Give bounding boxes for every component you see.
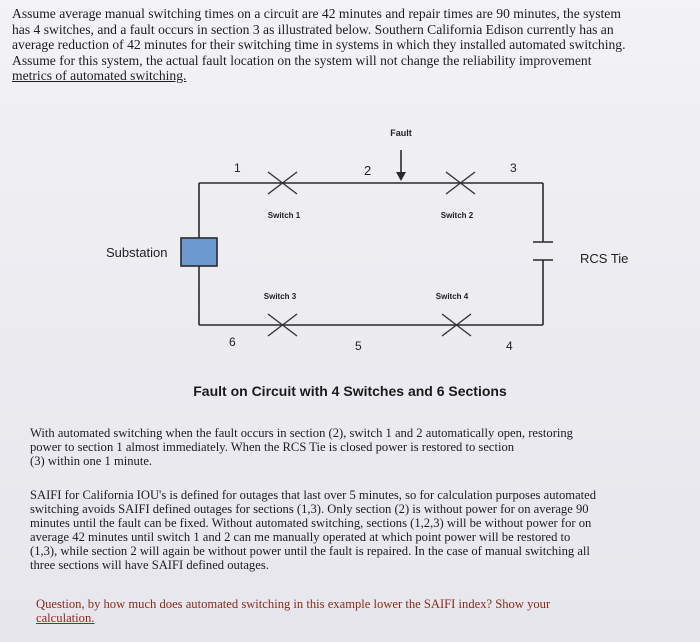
question-line: calculation.: [36, 611, 95, 625]
substation-label: Substation: [106, 245, 168, 260]
saifi-paragraph: [30, 488, 670, 572]
switch-1-label: Switch 1: [267, 211, 301, 220]
automated-switching-paragraph: [30, 426, 670, 468]
switch-2-label: Switch 2: [440, 211, 474, 220]
saifi-line: average 42 minutes until switch 1 and 2 can me manually operated at which point power will be restored to: [30, 530, 571, 544]
intro-line: metrics of automated switching.: [12, 68, 187, 83]
saifi-line: SAIFI for California IOU's is defined for outages that last over 5 minutes, so for calculation purposes automated: [30, 488, 597, 502]
automated-line: power to section 1 almost immediately. When the RCS Tie is closed power is restored to section: [30, 440, 515, 454]
section-5-label: 5: [355, 339, 362, 353]
switch-3-label: Switch 3: [263, 292, 297, 301]
section-2-label: 2: [364, 163, 372, 178]
section-4-label: 4: [506, 339, 513, 353]
fault-arrow: [396, 150, 406, 181]
intro-line: Assume average manual switching times on a circuit are 42 minutes and repair times are 90 minutes, the system: [12, 6, 621, 21]
substation-box: [181, 238, 217, 266]
saifi-line: switching avoids SAIFI defined outages for sections (1,3). Only section (2) is without power for on average 90: [30, 502, 589, 516]
fault-label: Fault: [390, 128, 412, 138]
section-3-label: 3: [510, 161, 517, 175]
rcs-tie-symbol: [533, 242, 553, 260]
automated-line: (3) within one 1 minute.: [30, 454, 153, 468]
intro-line: has 4 switches, and a fault occurs in section 3 as illustrated below. Southern California Edison currently has an: [12, 21, 614, 37]
automated-line: With automated switching when the fault occurs in section (2), switch 1 and 2 automatically open, restoring: [30, 426, 573, 440]
question-paragraph: [36, 597, 636, 625]
saifi-line: three sections will have SAIFI defined outages.: [30, 558, 269, 572]
saifi-line: (1,3), while section 2 will again be without power until the fault is repaired. In the case of manual switching all: [30, 544, 590, 558]
saifi-line: minutes until the fault can be fixed. Without automated switching, sections (1,2,3) will be without power for on: [30, 516, 592, 530]
question-line: Question, by how much does automated switching in this example lower the SAIFI index? Show your: [36, 597, 551, 611]
section-6-label: 6: [229, 335, 236, 349]
diagram-caption: Fault on Circuit with 4 Switches and 6 Sections: [193, 383, 507, 399]
rcs-tie-label: RCS Tie: [580, 251, 629, 266]
section-1-label: 1: [234, 161, 241, 175]
switch-4-label: Switch 4: [435, 292, 469, 301]
intro-line: Assume for this system, the actual fault location on the system will not change the reliability improvement: [12, 52, 592, 68]
intro-line: average reduction of 42 minutes for their switching time in systems in which they installed automated switching.: [12, 37, 626, 52]
